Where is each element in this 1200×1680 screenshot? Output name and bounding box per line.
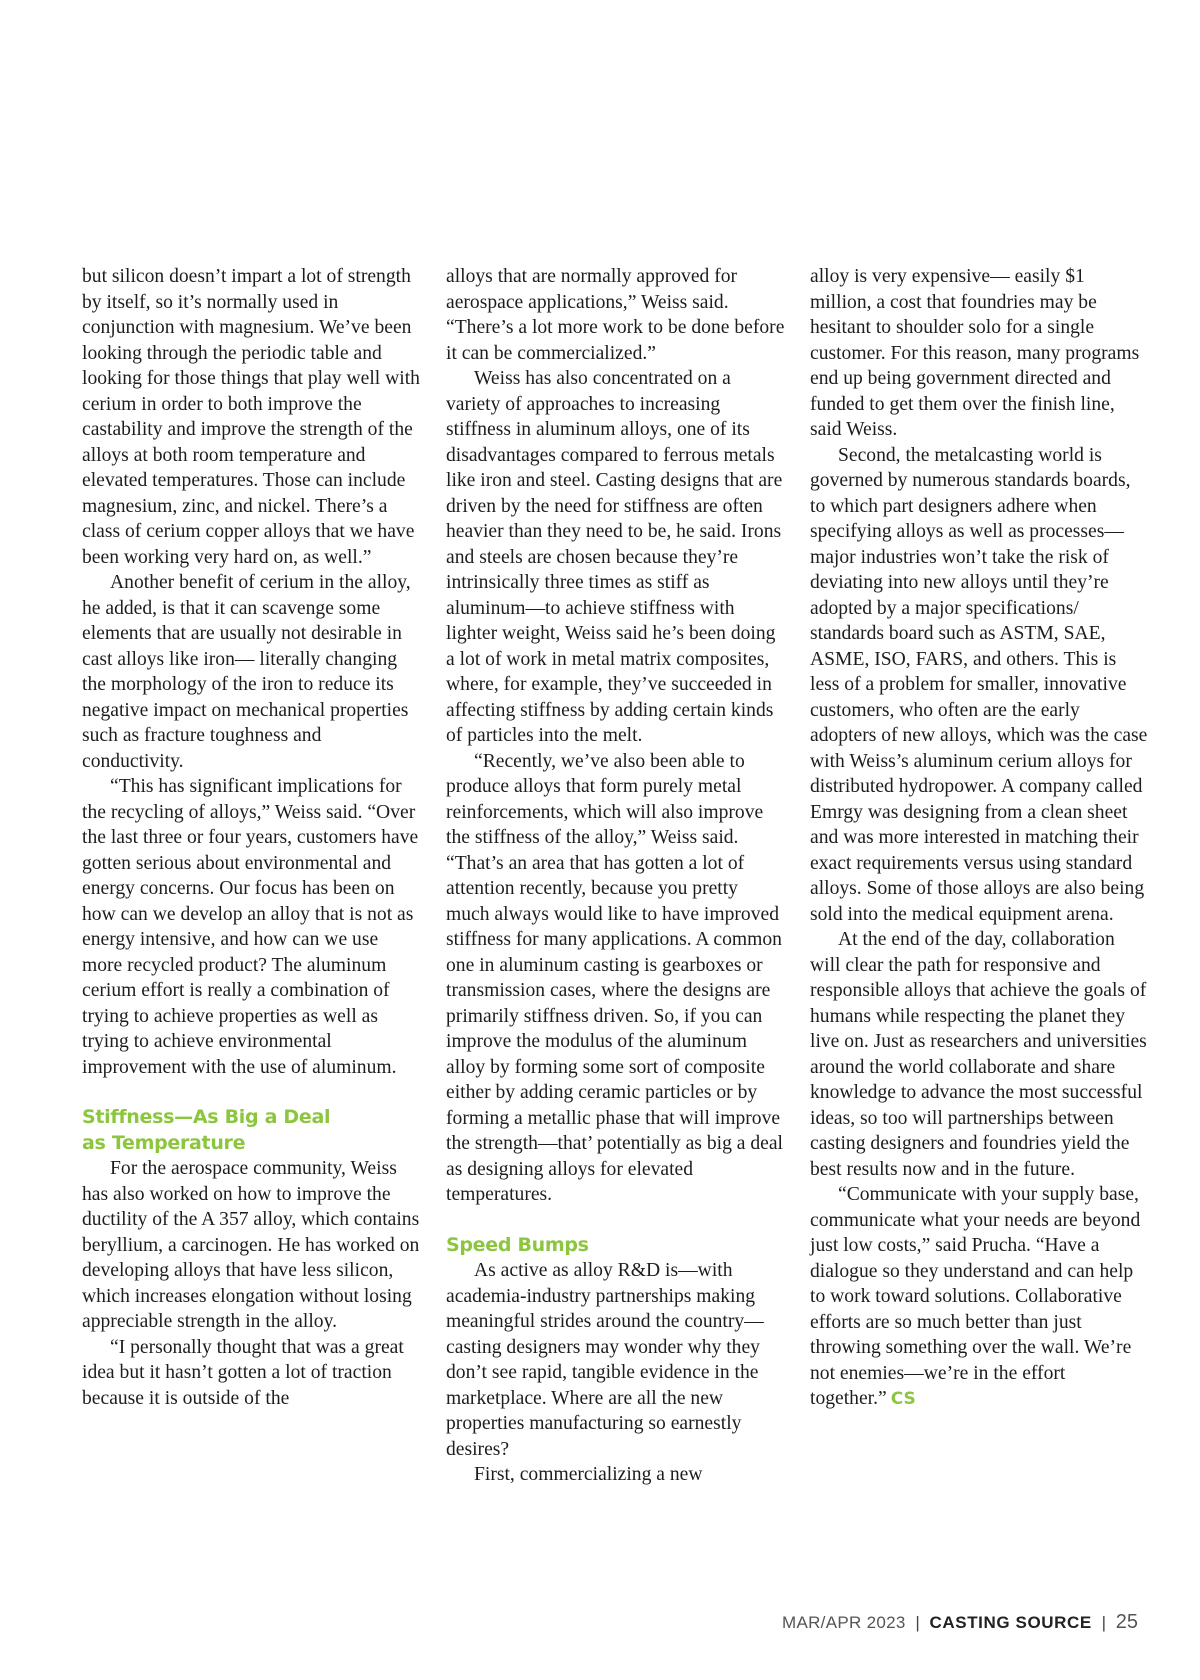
- footer-separator: |: [1101, 1613, 1107, 1632]
- paragraph: “This has significant implications for the recycling of alloys,” Weiss said. “Over the last three or four years, customers have gotten serious about environmental and energy concerns. Our focus has been on how can we develop an alloy that is not as energy intensive, and how can we use more recycled product? The aluminum cerium effort is really a combination of trying to achieve properties as well as trying to achieve environmental improvement with the use of aluminum.: [82, 776, 419, 1078]
- paragraph: alloys that are normally approved for aerospace applications,” Weiss said. “There’s a lot more work to be done before it can be commercialized.”: [446, 266, 785, 364]
- paragraph: Weiss has also concentrated on a variety of approaches to increasing stiffness in aluminum alloys, one of its disadvantages compared to ferrous metals like iron and steel. Casting designs that are driven by the need for stiffness are often heavier than they need to be, he said. Irons and steels are chosen because they’re intrinsically three times as stiff as aluminum—to achieve stiffness with lighter weight, Weiss said he’s been doing a lot of work in metal matrix composites, where, for example, they’ve succeeded in affecting stiffness by adding certain kinds of particles into the melt.: [446, 368, 783, 746]
- heading-line-1: Stiffness—As Big a Deal: [82, 1106, 331, 1128]
- page-footer: [782, 1610, 1138, 1635]
- footer-separator: |: [915, 1613, 920, 1632]
- paragraph: Second, the metalcasting world is governed by numerous standards boards, to which part designers adhere when specifying alloys as well as processes—major industries won’t take the risk of deviating into new alloys until they’re adopted by a major specifications/ standards board such as ASTM, SAE, ASME, ISO, FARS, and others. This is less of a problem for smaller, innovative customers, who often are the early adopters of new alloys, which was the case with Weiss’s aluminum cerium alloys for distributed hydropower. A company called Emrgy was designing from a clean sheet and was more interested in matching their exact requirements versus using standard alloys. Some of those alloys are also being sold into the medical equipment arena.: [810, 444, 1148, 925]
- heading-line-2: as Temperature: [82, 1131, 246, 1154]
- paragraph: As active as alloy R&D is—with academia-industry partnerships making meaningful strides around the country—casting designers may wonder why they don’t see rapid, tangible evidence in the marketplace. Where are all the new properties manufacturing so earnestly desires?: [446, 1260, 764, 1460]
- paragraph: alloy is very expensive— easily $1 million, a cost that foundries may be hesitant to shoulder solo for a single customer. For this reason, many programs end up being government directed and funded to get them over the finish line, said Weiss.: [810, 266, 1140, 440]
- paragraph: Another benefit of cerium in the alloy, he added, is that it can scavenge some elements that are usually not desirable in cast alloys like iron— literally changing the morphology of the iron to reduce its negative impact on mechanical properties such as fracture toughness and conductivity.: [82, 572, 411, 772]
- magazine-name: CASTING SOURCE: [929, 1613, 1092, 1632]
- section-heading-stiffness: [82, 1105, 422, 1156]
- end-mark-logo: CS: [890, 1389, 916, 1409]
- paragraph: At the end of the day, collaboration will clear the path for responsive and responsible alloys that achieve the goals of humans while respecting the planet they live on. Just as researchers and universities around the world collaborate and share knowledge to advance the most successful ideas, so too will partnerships between casting designers and foundries yield the best results now and in the future.: [810, 929, 1147, 1180]
- paragraph: “I personally thought that was a great idea but it hasn’t gotten a lot of traction because it is outside of the: [82, 1336, 404, 1409]
- section-heading-speed-bumps: Speed Bumps: [446, 1233, 589, 1256]
- article-column-1: [82, 264, 422, 1411]
- article-column-3: [810, 264, 1150, 1413]
- page-number: 25: [1115, 1611, 1138, 1633]
- article-column-2: [446, 264, 786, 1488]
- paragraph: For the aerospace community, Weiss has also worked on how to improve the ductility of the A 357 alloy, which contains beryllium, a carcinogen. He has worked on developing alloys that have less silicon, which increases elongation without losing appreciable strength in the alloy.: [82, 1158, 420, 1332]
- paragraph: but silicon doesn’t impart a lot of strength by itself, so it’s normally used in conjunction with magnesium. We’ve been looking through the periodic table and looking for those things that play well with cerium in order to both improve the castability and improve the strength of the alloys at both room temperature and elevated temperatures. Those can include magnesium, zinc, and nickel. There’s a class of cerium copper alloys that we have been working very hard on, as well.”: [82, 266, 420, 568]
- paragraph: First, commercializing a new: [474, 1464, 703, 1485]
- paragraph: “Recently, we’ve also been able to produce alloys that form purely metal reinforcements, which will also improve the stiffness of the alloy,” Weiss said. “That’s an area that has gotten a lot of attention recently, because you pretty much always would like to have improved stiffness for many applications. A common one in aluminum casting is gearboxes or transmission cases, where the designs are primarily stiffness driven. So, if you can improve the modulus of the aluminum alloy by forming some sort of composite either by adding ceramic particles or by forming a metallic phase that will improve the strength—that’ potentially as big a deal as designing alloys for elevated temperatures.: [446, 750, 783, 1205]
- paragraph-final: [810, 1182, 1150, 1413]
- issue-date: MAR/APR 2023: [782, 1613, 906, 1632]
- paragraph-text: “Communicate with your supply base, communicate what your needs are beyond just low costs,” said Prucha. “Have a dialogue so they understand and can help to work toward solutions. Collaborative efforts are so much better than just throwing something over the wall. We’re not enemies—we’re in the effort together.”: [810, 1184, 1141, 1409]
